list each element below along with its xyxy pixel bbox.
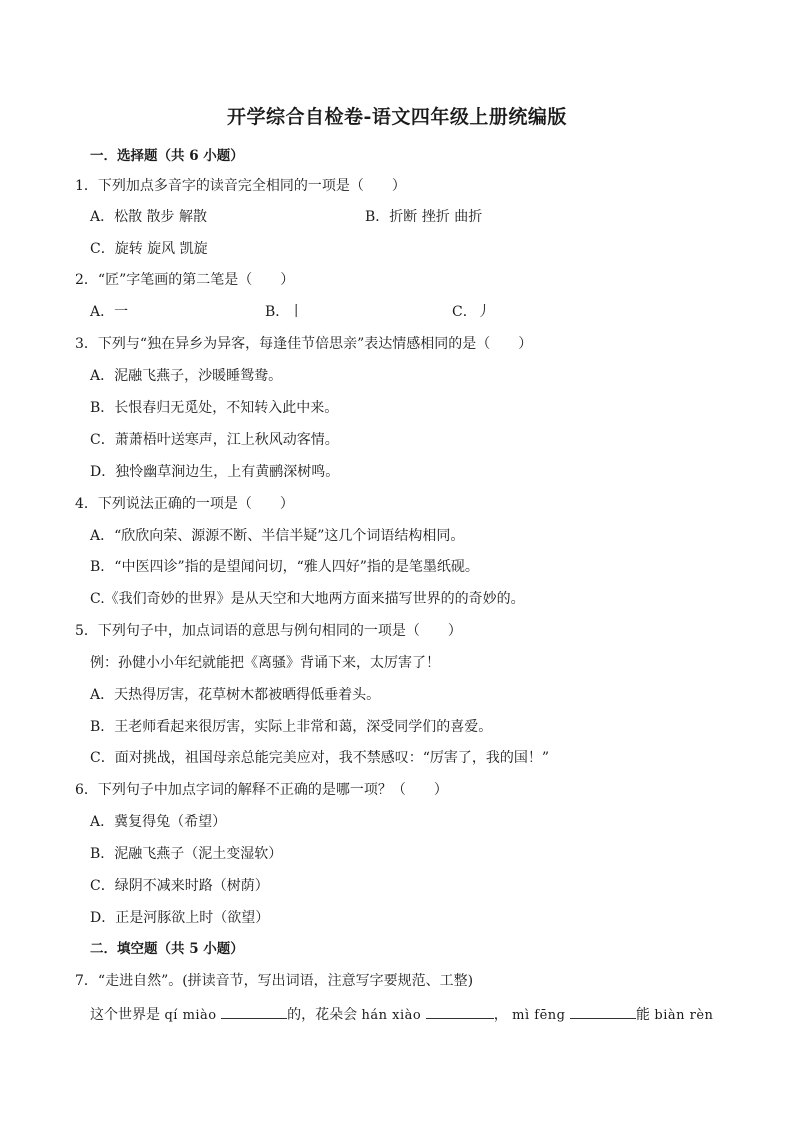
- question-3-option-c: C．萧萧梧叶送寒声，江上秋风动客情。: [90, 432, 339, 448]
- answer-blank-2[interactable]: [426, 1004, 494, 1019]
- question-7-stem: 7．“走进自然”。(拼读音节，写出词语，注意写字要规范、工整): [75, 973, 474, 989]
- question-5-stem: 5．下列句子中，加点词语的意思与例句相同的一项是（ ）: [75, 623, 462, 639]
- question-5-option-b: B．王老师看起来很厉害，实际上非常和蔼，深受同学们的喜爱。: [90, 719, 493, 735]
- question-4-option-a: A．“欣欣向荣、源源不断、半信半疑”这几个词语结构相同。: [90, 528, 465, 544]
- question-5-option-c: C．面对挑战，祖国母亲总能完美应对，我不禁感叹：“厉害了，我的国！”: [90, 750, 550, 766]
- question-7-text-4: 能: [635, 1007, 650, 1023]
- pinyin-bianren: biàn rèn: [654, 1008, 714, 1023]
- question-3-option-a: A．泥融飞燕子，沙暖睡鸳鸯。: [90, 368, 283, 384]
- section-heading-choice: 一．选择题（共 6 小题）: [90, 148, 244, 164]
- pinyin-mifeng: mì fēng: [512, 1008, 566, 1023]
- question-4-option-b: B．“中医四诊”指的是望闻问切，“雅人四好”指的是笔墨纸砚。: [90, 559, 479, 575]
- question-2-option-c: C．丿: [452, 304, 491, 320]
- question-4-option-c: C.《我们奇妙的世界》是从天空和大地两方面来描写世界的的奇妙的。: [90, 591, 525, 607]
- question-6-option-b: B．泥融飞燕子（泥土变湿软）: [90, 846, 283, 862]
- question-6-option-a: A．冀复得兔（希望）: [90, 814, 227, 830]
- question-7-text-3: ，: [493, 1007, 508, 1023]
- question-3-option-d: D．独怜幽草涧边生，上有黄鹂深树鸣。: [90, 464, 340, 480]
- question-7-text-1: 这个世界是: [90, 1007, 160, 1023]
- question-5-option-a: A．天热得厉害，花草树木都被晒得低垂着头。: [90, 687, 381, 703]
- question-6-option-c: C．绿阴不减来时路（树荫）: [90, 878, 269, 894]
- question-1-stem: 1．下列加点多音字的读音完全相同的一项是（ ）: [75, 178, 406, 194]
- question-7-text-2: 的，花朵会: [287, 1007, 358, 1023]
- question-2-option-b: B．丨: [265, 304, 304, 320]
- question-1-option-a: A．松散 散步 解散: [90, 209, 208, 225]
- question-6-option-d: D．正是河豚欲上时（欲望）: [90, 910, 270, 926]
- pinyin-qimiao: qí miào: [164, 1008, 217, 1023]
- question-5-example: 例：孙健小小年纪就能把《离骚》背诵下来，太厉害了！: [90, 655, 440, 671]
- answer-blank-3[interactable]: [570, 1004, 636, 1019]
- question-3-stem: 3．下列与“独在异乡为异客，每逢佳节倍思亲”表达情感相同的是（ ）: [75, 336, 533, 352]
- question-2-option-a: A．一: [90, 304, 129, 320]
- pinyin-hanxiao: hán xiào: [361, 1008, 422, 1023]
- question-1-option-b: B．折断 挫折 曲折: [365, 209, 483, 225]
- section-heading-fill: 二．填空题（共 5 小题）: [90, 941, 244, 957]
- page-title: 开学综合自检卷-语文四年级上册统编版: [227, 106, 567, 128]
- question-4-stem: 4．下列说法正确的一项是（ ）: [75, 496, 294, 512]
- question-1-option-c: C．旋转 旋风 凯旋: [90, 241, 208, 257]
- question-6-stem: 6．下列句子中加点字词的解释不正确的是哪一项？（ ）: [75, 782, 448, 798]
- question-7-fill-line: [90, 1004, 713, 1025]
- question-2-stem: 2．“匠”字笔画的第二笔是（ ）: [75, 272, 295, 288]
- answer-blank-1[interactable]: [221, 1004, 287, 1019]
- question-3-option-b: B．长恨春归无觅处，不知转入此中来。: [90, 400, 339, 416]
